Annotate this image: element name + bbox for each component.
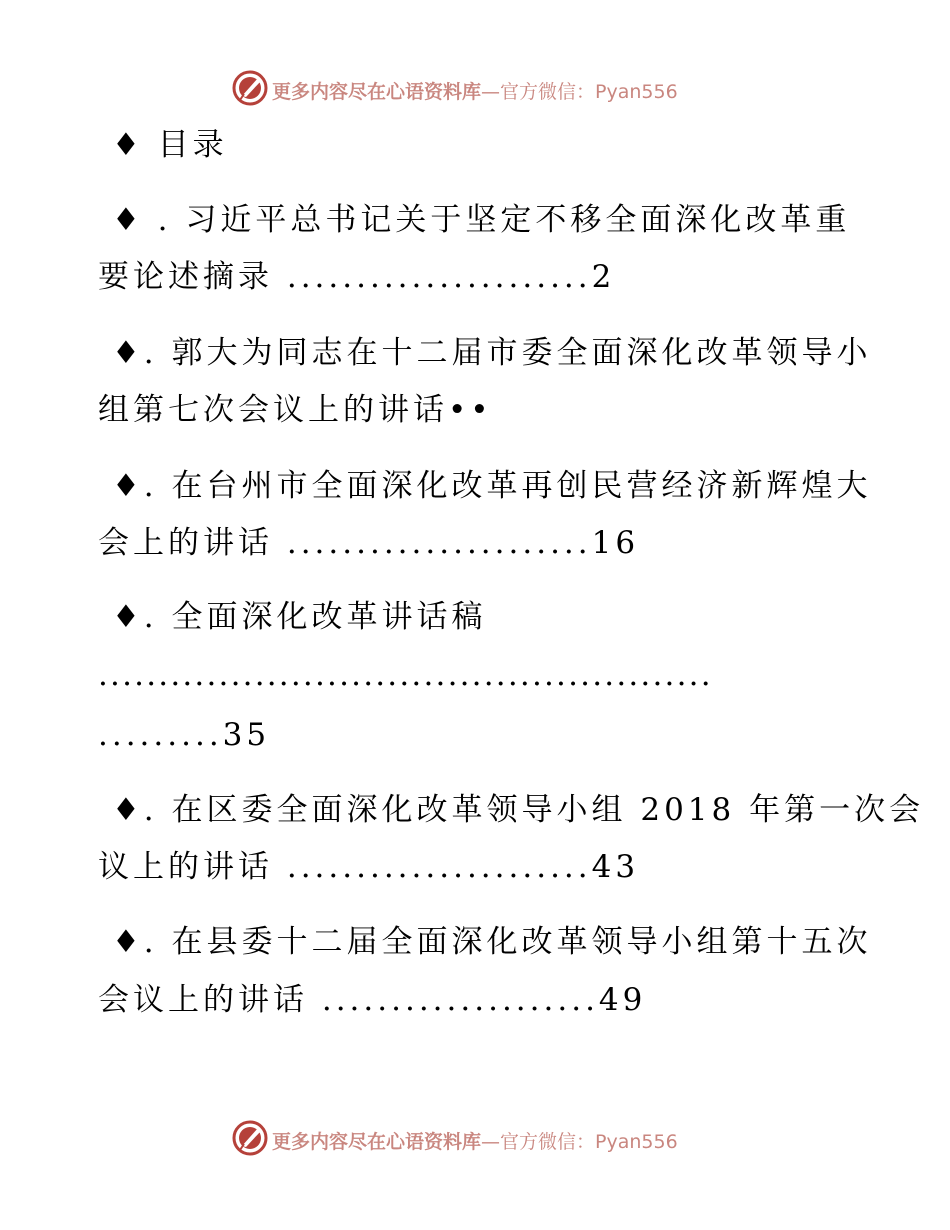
toc-entry-1-line-2[interactable]: 要论述摘录 ......................2 <box>98 259 616 295</box>
toc-entry-5-line-1[interactable]: ♦. 在区委全面深化改革领导小组 2018 年第一次会 <box>112 792 925 828</box>
header-banner <box>0 68 950 112</box>
toc-entry-3-line-2[interactable]: 会上的讲话 ......................16 <box>98 525 640 561</box>
toc-entry-3-line-1[interactable]: ♦. 在台州市全面深化改革再创民营经济新辉煌大 <box>112 468 872 504</box>
toc-entry-2-line-2[interactable]: 组第七次会议上的讲话•• <box>98 392 493 428</box>
quill-pen-logo-icon <box>232 1120 268 1156</box>
banner-text <box>272 1127 678 1154</box>
banner-separator: — <box>481 1131 501 1153</box>
toc-heading: ♦ 目录 <box>112 127 228 163</box>
toc-entry-6-line-1[interactable]: ♦. 在县委十二届全面深化改革领导小组第十五次 <box>112 924 872 960</box>
quill-pen-logo-icon <box>232 70 268 106</box>
banner-wechat-text: 官方微信：Pyan556 <box>500 1131 678 1153</box>
banner-wechat-text: 官方微信：Pyan556 <box>500 81 678 103</box>
banner-text <box>272 77 678 104</box>
banner-separator: — <box>481 81 501 103</box>
toc-entry-2-line-1[interactable]: ♦. 郭大为同志在十二届市委全面深化改革领导小 <box>112 335 872 371</box>
toc-entry-5-line-2[interactable]: 议上的讲话 ......................43 <box>98 849 640 885</box>
banner-brand-text: 更多内容尽在心语资料库 <box>272 1131 482 1153</box>
toc-entry-4-line-3[interactable]: .........35 <box>98 717 271 753</box>
toc-entry-4-line-1[interactable]: ♦. 全面深化改革讲话稿 <box>112 599 487 635</box>
footer-banner <box>0 1118 950 1162</box>
banner-brand-text: 更多内容尽在心语资料库 <box>272 81 482 103</box>
toc-entry-4-line-2[interactable]: ................................................... <box>98 657 713 693</box>
toc-entry-6-line-2[interactable]: 会议上的讲话 ....................49 <box>98 982 647 1018</box>
toc-entry-1-line-1[interactable]: ♦ . 习近平总书记关于坚定不移全面深化改革重 <box>112 202 851 238</box>
